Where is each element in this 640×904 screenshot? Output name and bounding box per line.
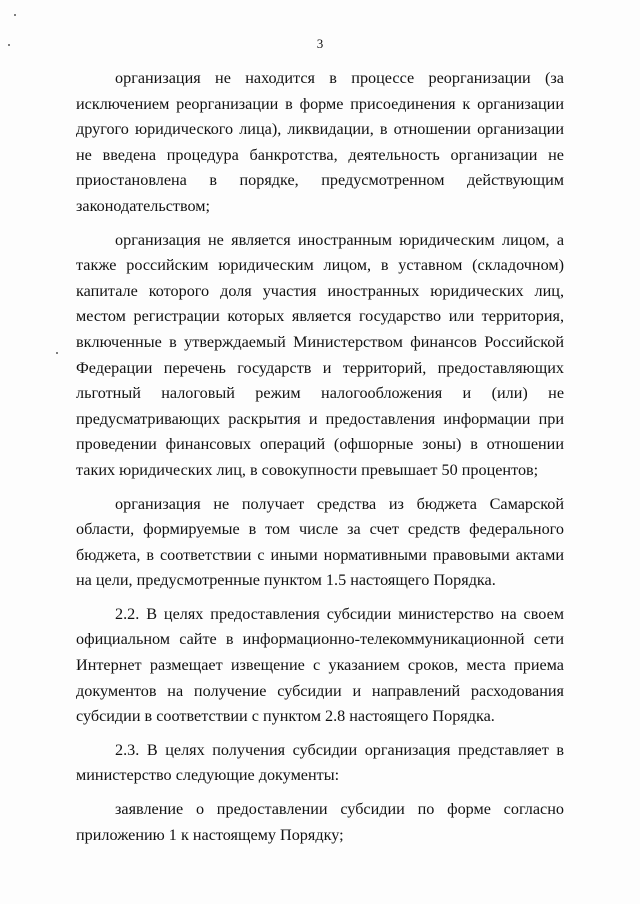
scan-speck xyxy=(56,352,58,354)
paragraph-no-budget-funds: организация не получает средства из бюджета Самарской области, формируемые в том числе за счет средств федерального бюджета, в соответствии с иными нормативными правовыми актами на цели, предусмотренные пунктом 1.5 настоящего Порядка. xyxy=(76,494,564,590)
document-body xyxy=(76,66,564,856)
paragraph-not-foreign-entity: организация не является иностранным юридическим лицом, а также российским юридическим лицом, в уставном (складочном) капитале которого доля участия иностранных юридических лиц, местом регистрации которых является государство или территория, включенные в утверждаемый Министерством финансов Российской Федерации перечень государств и территорий, предоставляющих льготный налоговый режим налогообложения и (или) не предусматривающих раскрытия и предоставления информации при проведении финансовых операций (офшорные зоны) в отношении таких юридических лиц, в совокупности превышает 50 процентов; xyxy=(76,230,564,479)
paragraph-no-reorganization: организация не находится в процессе реорганизации (за исключением реорганизации в форме присоединения к организации другого юридического лица), ликвидации, в отношении организации не введена процедура банкротства, деятельность организации не приостановлена в порядке, предусмотренном действующим законодательством; xyxy=(76,69,564,215)
scan-speck xyxy=(14,14,16,16)
paragraph-application-form: заявление о предоставлении субсидии по форме согласно приложению 1 к настоящему Порядку; xyxy=(76,800,564,844)
paragraph-2-2: 2.2. В целях предоставления субсидии министерство на своем официальном сайте в информационно-телекоммуникационной сети Интернет размещает извещение с указанием сроков, места приема документов на получение субсидии и направлений расходования субсидии в соответствии с пунктом 2.8 настоящего Порядка. xyxy=(76,604,564,726)
paragraph-2-3: 2.3. В целях получения субсидии организация представляет в министерство следующие документы: xyxy=(76,740,564,785)
page-number: 3 xyxy=(316,36,324,51)
